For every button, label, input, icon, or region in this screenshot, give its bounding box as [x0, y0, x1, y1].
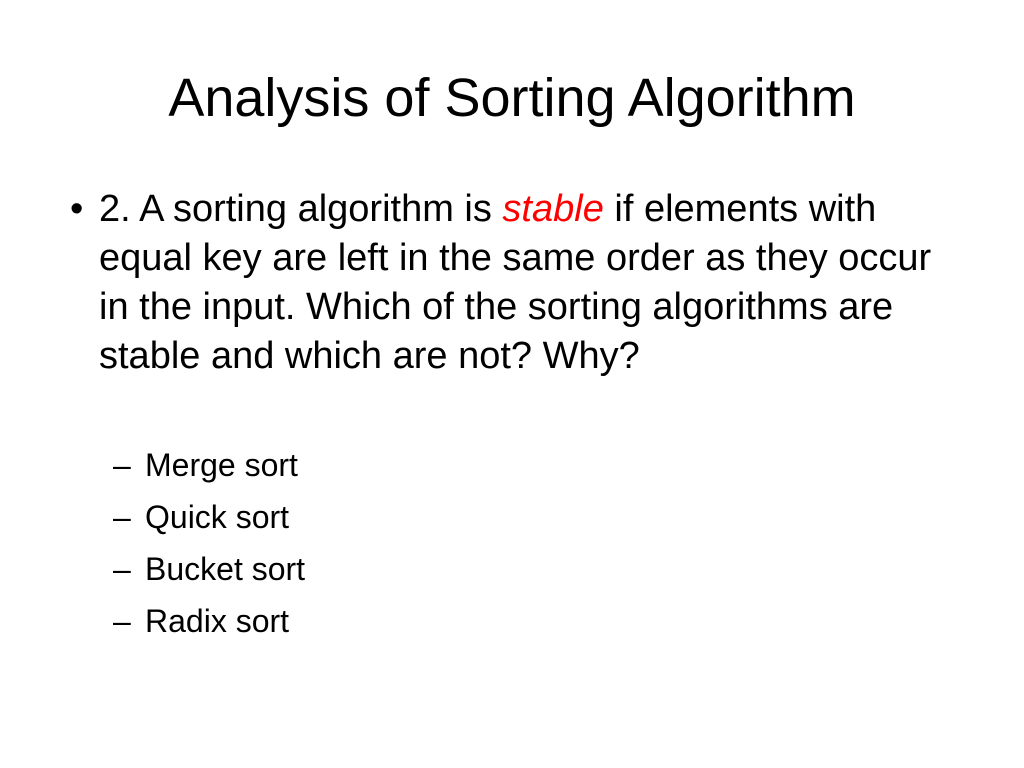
list-item-merge-sort	[113, 439, 305, 491]
bullet-text	[99, 185, 970, 381]
list-item-label: Radix sort	[145, 603, 290, 639]
list-item-label: Bucket sort	[145, 551, 306, 587]
list-item-radix-sort	[113, 595, 305, 647]
bullet-marker: •	[70, 188, 84, 230]
dash-marker: –	[113, 499, 131, 535]
list-item-label: Merge sort	[145, 447, 298, 483]
list-item-bucket-sort	[113, 543, 305, 595]
bullet-text-before: 2. A sorting algorithm is	[99, 188, 503, 230]
dash-marker: –	[113, 603, 131, 639]
list-item-quick-sort	[113, 491, 305, 543]
bullet-text-after: if elements with equal key are left in the same order as they occur in the input. Which of the sorting algorithms are stable and which are not? Why?	[99, 188, 932, 377]
list-item-label: Quick sort	[145, 499, 290, 535]
dash-marker: –	[113, 551, 131, 587]
bullet-point	[70, 185, 970, 381]
slide-title: Analysis of Sorting Algorithm	[168, 68, 856, 128]
algorithm-list	[113, 439, 305, 647]
dash-marker: –	[113, 447, 131, 483]
stable-highlight: stable	[502, 188, 604, 230]
